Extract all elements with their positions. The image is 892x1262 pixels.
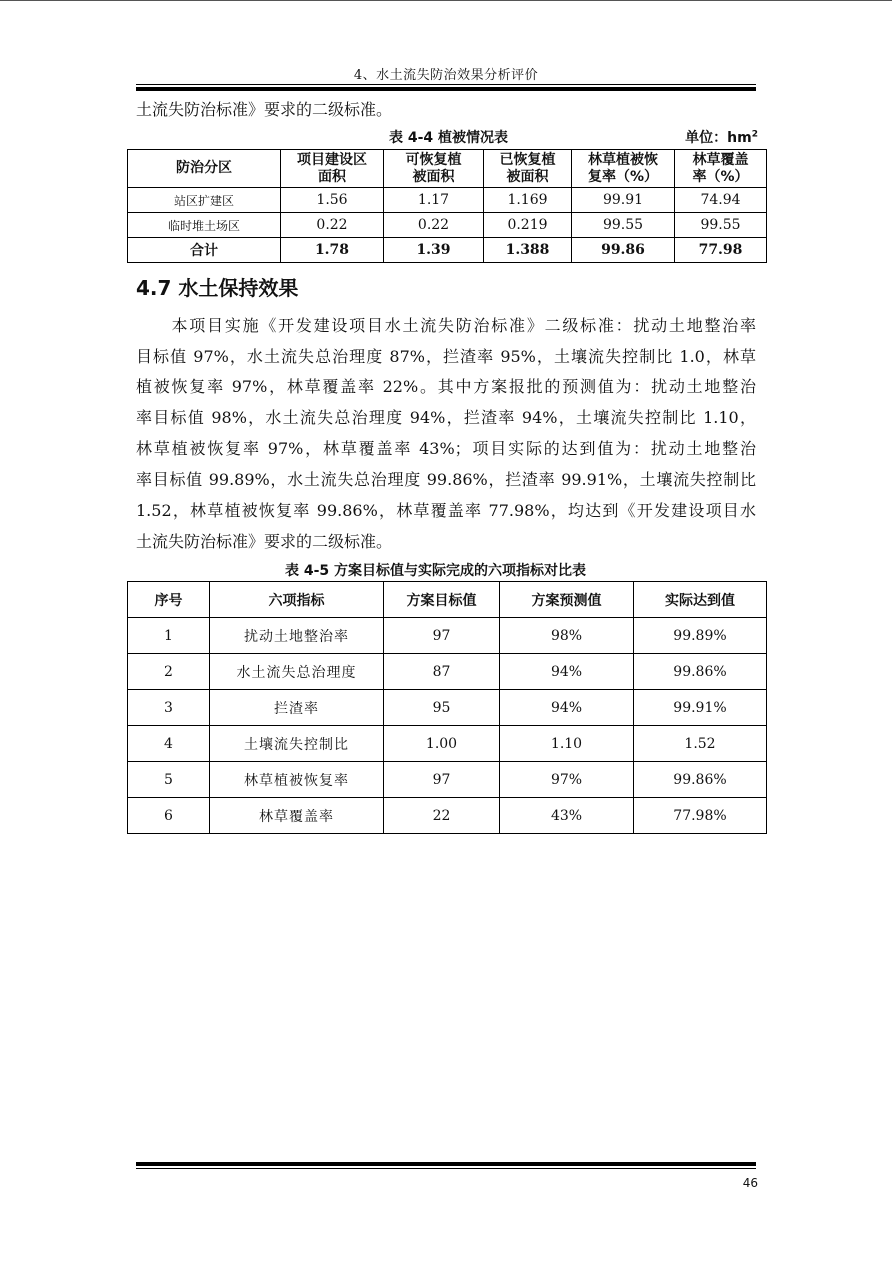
- table-cell: 99.91%: [634, 690, 767, 726]
- table45-caption: 表 4-5 方案目标值与实际完成的六项指标对比表: [285, 563, 587, 579]
- indicator-comparison-table: [127, 581, 767, 834]
- table-cell: 水土流失总治理度: [210, 654, 384, 690]
- table-cell: 99.55: [572, 213, 675, 238]
- table-header-row: [128, 582, 767, 618]
- paragraph-line: 本项目实施《开发建设项目水土流失防治标准》二级标准：扰动土地整治率: [136, 316, 756, 335]
- table-header-cell: 项目建设区 面积: [281, 150, 384, 188]
- table-header-cell: 林草植被恢 复率（%）: [572, 150, 675, 188]
- section-heading: 4.7 水土保持效果: [136, 276, 299, 300]
- table-cell: 99.86%: [634, 654, 767, 690]
- table-total-row: [128, 238, 767, 263]
- header-rule-thick: [136, 87, 756, 91]
- table-header-cell: 方案目标值: [384, 582, 500, 618]
- footer-rule-thick: [136, 1162, 756, 1166]
- running-header: 4、水土流失防治效果分析评价: [353, 68, 539, 83]
- table-cell: 1.56: [281, 188, 384, 213]
- table-cell: 77.98: [675, 238, 767, 263]
- table-cell: 林草覆盖率: [210, 798, 384, 834]
- table-row: [128, 798, 767, 834]
- table-cell: 临时堆土场区: [128, 213, 281, 238]
- table-cell: 87: [384, 654, 500, 690]
- header-rule-thin: [136, 84, 756, 85]
- table-cell: 43%: [500, 798, 634, 834]
- table-cell: 1: [128, 618, 210, 654]
- table-row: [128, 690, 767, 726]
- table-cell: 3: [128, 690, 210, 726]
- table-row: [128, 726, 767, 762]
- table-header-row: [128, 150, 767, 188]
- table-cell: 土壤流失控制比: [210, 726, 384, 762]
- table-header-cell: 六项指标: [210, 582, 384, 618]
- table-row: [128, 213, 767, 238]
- table-header-cell: 防治分区: [128, 150, 281, 188]
- vegetation-table: [127, 149, 767, 263]
- table-cell: 合计: [128, 238, 281, 263]
- table-cell: 4: [128, 726, 210, 762]
- table-cell: 1.388: [484, 238, 572, 263]
- table-cell: 22: [384, 798, 500, 834]
- table-header-cell: 林草覆盖 率（%）: [675, 150, 767, 188]
- table-cell: 5: [128, 762, 210, 798]
- footer-rule-thin: [136, 1168, 756, 1169]
- page-number: 46: [742, 1176, 758, 1190]
- table-row: [128, 188, 767, 213]
- table-cell: 6: [128, 798, 210, 834]
- paragraph-line: 1.52，林草植被恢复率 99.86%，林草覆盖率 77.98%，均达到《开发建设项目水: [136, 501, 756, 520]
- intro-line: 土流失防治标准》要求的二级标准。: [136, 100, 393, 119]
- table-cell: 1.39: [384, 238, 484, 263]
- paragraph-line: 率目标值 98%，水土流失总治理度 94%，拦渣率 94%，土壤流失控制比 1.10，: [136, 408, 756, 427]
- table-cell: 99.86: [572, 238, 675, 263]
- table-cell: 97%: [500, 762, 634, 798]
- paragraph-line: 植被恢复率 97%，林草覆盖率 22%。其中方案报批的预测值为：扰动土地整治: [136, 377, 756, 396]
- paragraph-line: 林草植被恢复率 97%，林草覆盖率 43%；项目实际的达到值为：扰动土地整治: [136, 439, 756, 458]
- paragraph-line: 目标值 97%，水土流失总治理度 87%，拦渣率 95%，土壤流失控制比 1.0，林草: [136, 347, 756, 366]
- table-cell: 99.89%: [634, 618, 767, 654]
- table-cell: 99.86%: [634, 762, 767, 798]
- table-row: [128, 762, 767, 798]
- table-cell: 1.78: [281, 238, 384, 263]
- table-cell: 1.169: [484, 188, 572, 213]
- table-header-cell: 可恢复植 被面积: [384, 150, 484, 188]
- table-cell: 98%: [500, 618, 634, 654]
- table-header-cell: 实际达到值: [634, 582, 767, 618]
- table-cell: 站区扩建区: [128, 188, 281, 213]
- table-cell: 2: [128, 654, 210, 690]
- table-cell: 77.98%: [634, 798, 767, 834]
- scan-top-border: [0, 0, 892, 1]
- table-cell: 0.22: [384, 213, 484, 238]
- table-header-cell: 方案预测值: [500, 582, 634, 618]
- paragraph-line: 率目标值 99.89%，水土流失总治理度 99.86%，拦渣率 99.91%，土壤流失控制比: [136, 470, 756, 489]
- table-header-cell: 序号: [128, 582, 210, 618]
- table44-unit: 单位：$hm^2$: [685, 129, 758, 146]
- table-cell: 94%: [500, 654, 634, 690]
- table-cell: 0.219: [484, 213, 572, 238]
- paragraph-line: 土流失防治标准》要求的二级标准。: [136, 532, 393, 551]
- table-row: [128, 618, 767, 654]
- table-cell: 1.17: [384, 188, 484, 213]
- table-cell: 74.94: [675, 188, 767, 213]
- table-cell: 97: [384, 762, 500, 798]
- table-cell: 97: [384, 618, 500, 654]
- table-cell: 99.91: [572, 188, 675, 213]
- table-cell: 95: [384, 690, 500, 726]
- table-cell: 1.52: [634, 726, 767, 762]
- table-row: [128, 654, 767, 690]
- table-cell: 扰动土地整治率: [210, 618, 384, 654]
- table-cell: 拦渣率: [210, 690, 384, 726]
- table-cell: 1.10: [500, 726, 634, 762]
- table-cell: 林草植被恢复率: [210, 762, 384, 798]
- table-cell: 94%: [500, 690, 634, 726]
- table-header-cell: 已恢复植 被面积: [484, 150, 572, 188]
- table-cell: 1.00: [384, 726, 500, 762]
- table44-caption: 表 4-4 植被情况表: [389, 130, 509, 146]
- table-cell: 99.55: [675, 213, 767, 238]
- table-cell: 0.22: [281, 213, 384, 238]
